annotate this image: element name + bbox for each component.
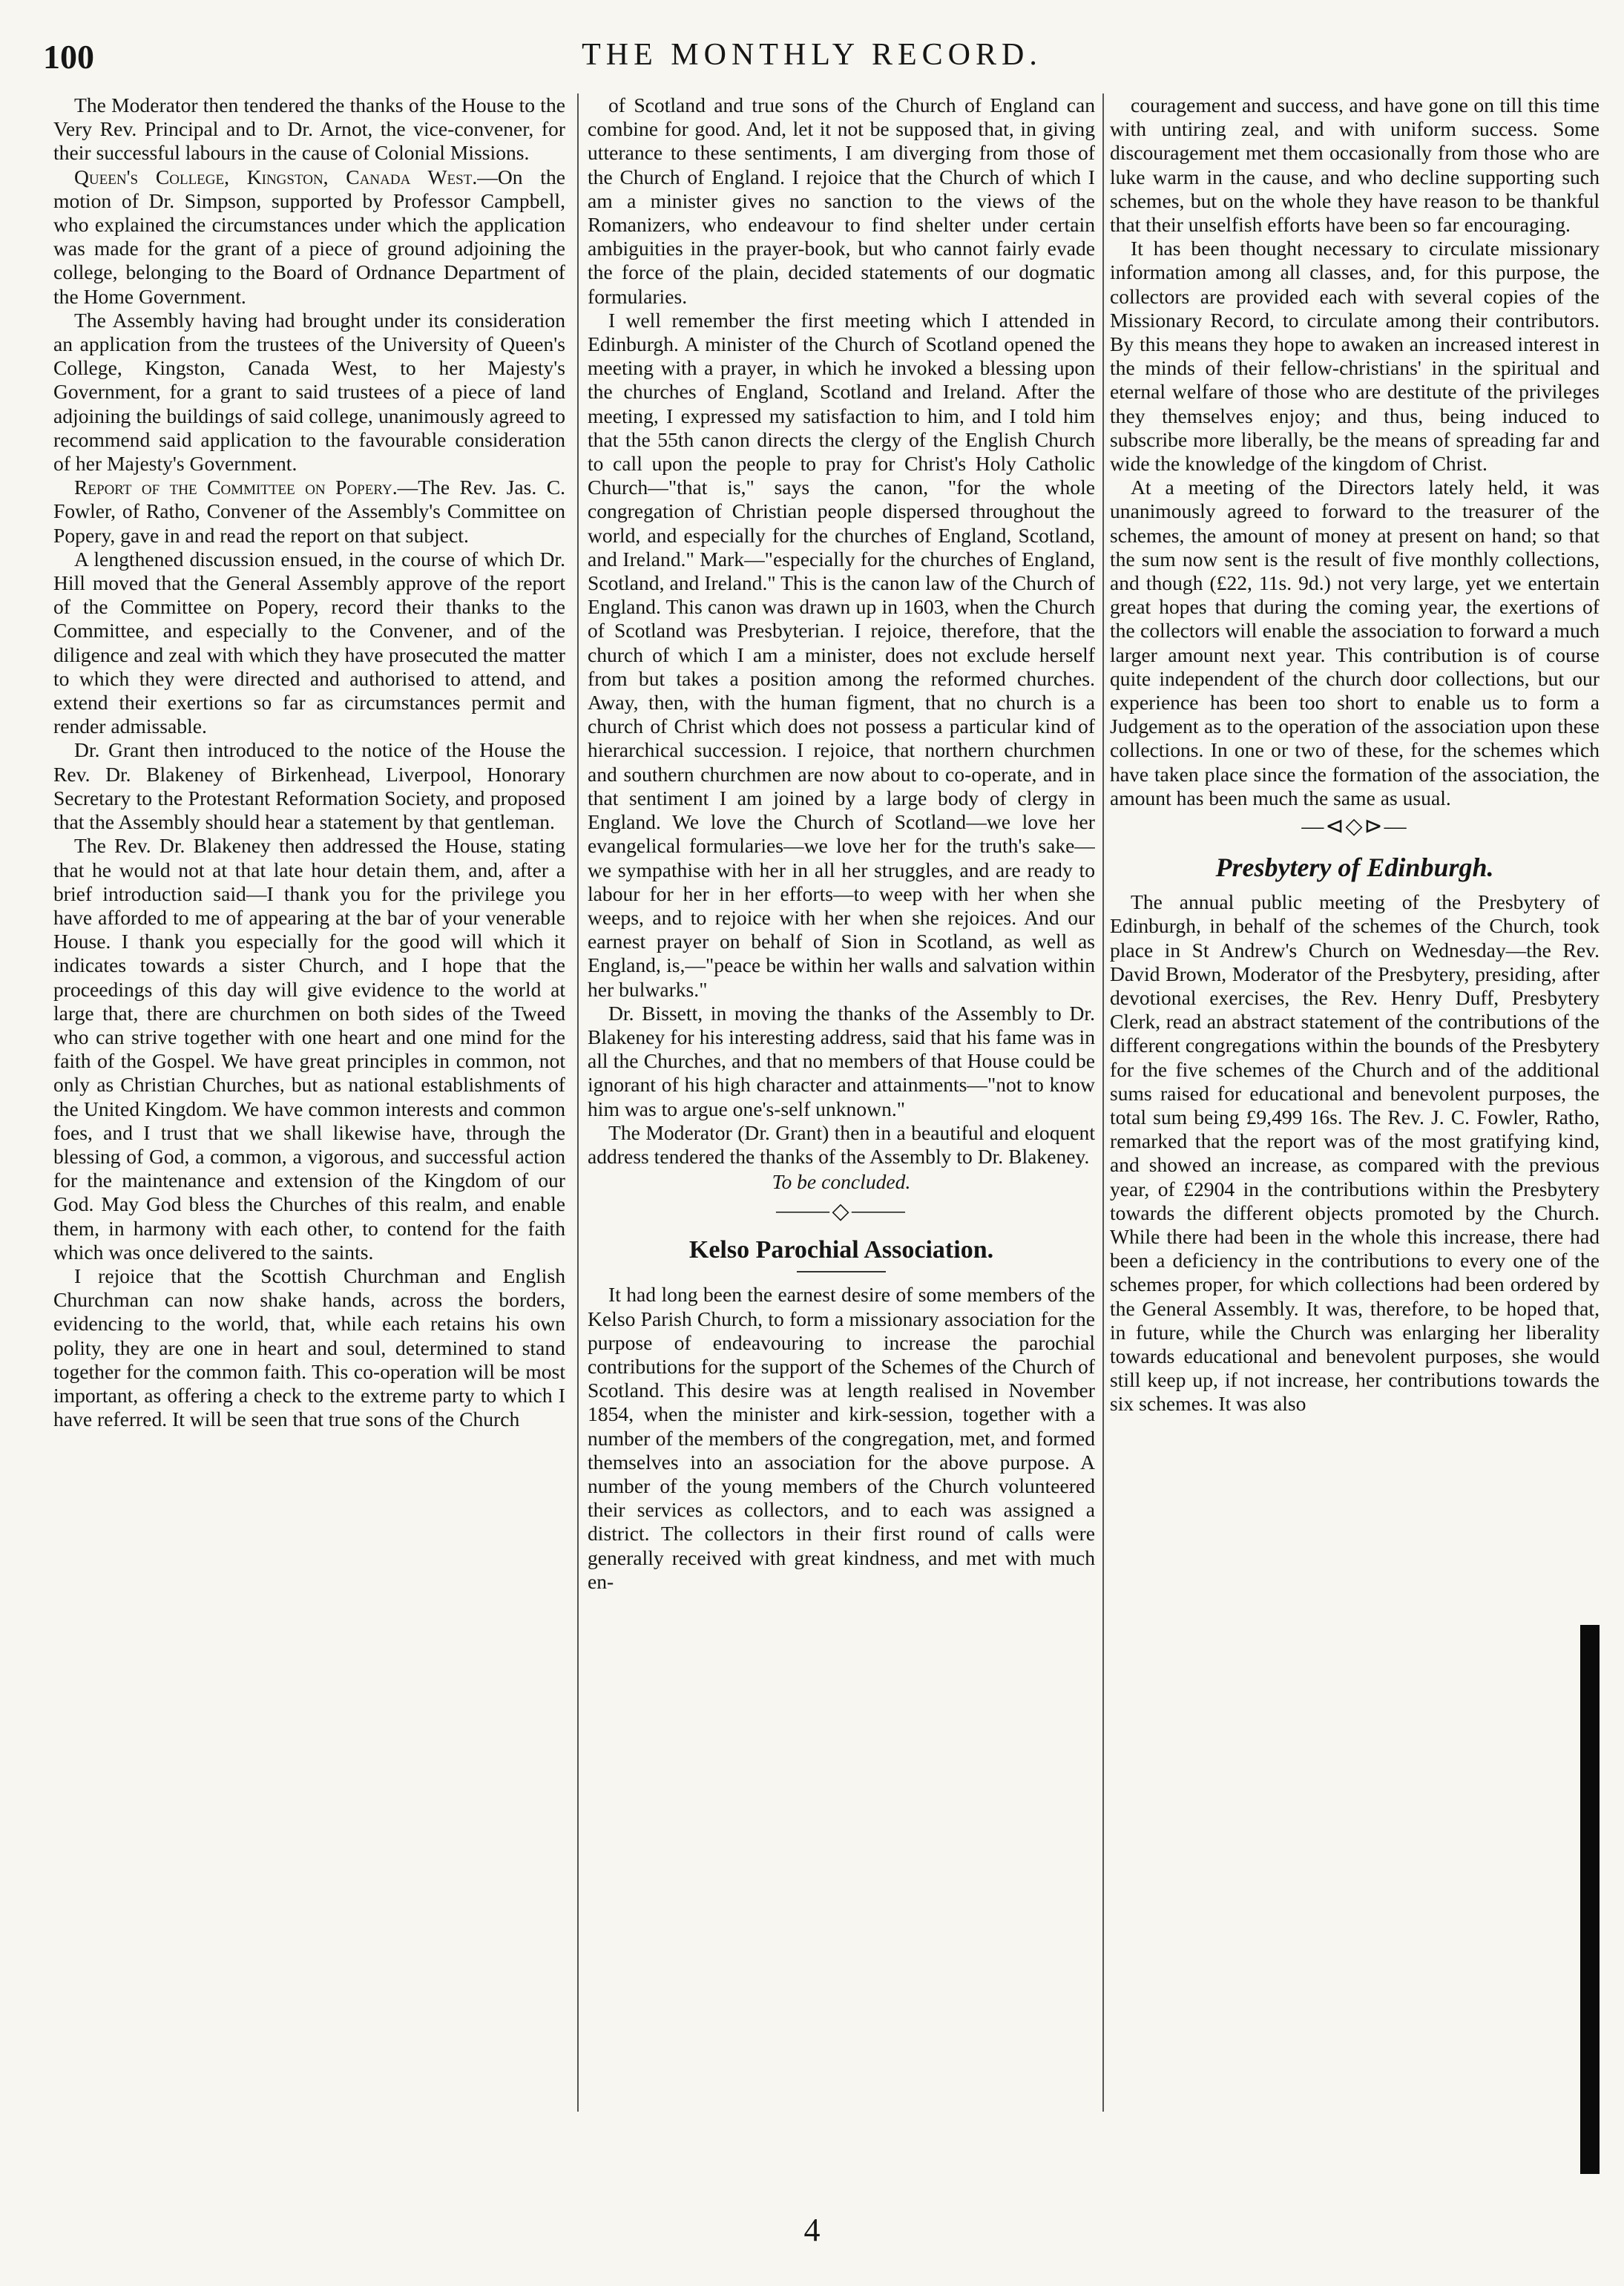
paragraph: The annual public meeting of the Presbytery of Edinburgh, in behalf of the schemes of the Church, took place in St Andrew's Church on Wednesday—the Rev. David Brown, Moderator of the Presbytery, presiding, after devotional exercises, the Rev. Henry Duff, Presbytery Clerk, read an abstract statement of the contributions of the different congregations within the bounds of the Presbytery for the five schemes of the Church and of the additional sums raised for educational and benevolent purposes, the total sum being £9,499 16s. The Rev. J. C. Fowler, Ratho, remarked that the report was of the most gratifying kind, and showed an increase, as compared with the previous year, of £2904 in the contributions within the Presbytery towards the different objects promoted by the Church. While there had been in the whole this increase, there had been a deficiency in the contributions to every one of the schemes proper, for which collections had been ordered by the General Assembly. It was, therefore, to be hoped that, in future, while the Church was enlarging her liberality towards educational and benevolent purposes, she would still keep up, if not increase, her contributions towards the six schemes. It was also (1110, 890, 1600, 1416)
column-rule (1102, 93, 1104, 2112)
paragraph-lead: Queen's College, Kingston, Canada West. (74, 165, 478, 188)
paragraph: Dr. Grant then introduced to the notice of the House the Rev. Dr. Blakeney of Birkenhead, Liverpool, Honorary Secretary to the Protestant Reformation Society, and proposed that the Assembly should hear a statement by that gentleman. (53, 738, 565, 834)
paragraph (53, 165, 565, 309)
printer-signature-mark: 4 (803, 2212, 821, 2248)
paragraph: couragement and success, and have gone on till this time with untiring zeal, and with uniform success. Some discouragement met them occasionally from those who are luke warm in the cause, and who decline supporting such schemes, but on the whole they have reason to be thankful that their unselfish efforts have been so far encouraging. (1110, 93, 1600, 237)
scan-edge-shadow (1580, 1625, 1600, 2174)
column-rule (577, 93, 579, 2112)
paragraph: of Scotland and true sons of the Church of England can combine for good. And, let it not be supposed that, in giving utterance to these sentiments, I am diverging from those of the Church of England. I rejoice that the Church of which I am a minister gives no sanction to the views of the Romanizers, who endeavour to find shelter under certain ambiguities in the prayer-book, but who cannot fairly evade the force of the plain, decided statements of our dogmatic formularies. (588, 93, 1095, 308)
heading-rule (797, 1271, 886, 1272)
paragraph: I rejoice that the Scottish Churchman and English Churchman can now shake hands, across the borders, evidencing to the world, that, while each retains his own polity, they are one in heart and soul, determined to stand together for the common faith. This co-operation will be most important, as offering a check to the extreme party to which I have referred. It will be seen that true sons of the Church (53, 1264, 565, 1431)
paragraph: At a meeting of the Directors lately held, it was unanimously agreed to forward to the treasurer of the schemes, the amount of money at present on hand; so that the sum now sent is the result of five monthly collections, and though (£22, 11s. 9d.) not very large, yet we entertain great hopes that during the coming year, the exertions of the collectors will enable the association to forward a much larger amount next year. This contribution is of course quite independent of the church door collections, but our experience has been too short to enable us to form a Judgement as to the operation of the association upon these collections. In one or two of these, for the schemes which have taken place since the formation of the association, the amount has been much the same as usual. (1110, 476, 1600, 809)
running-head-title: THE MONTHLY RECORD. (582, 38, 1042, 72)
section-ornament: ⸻◇⸻ (775, 1199, 908, 1224)
column-left (53, 93, 565, 2156)
paragraph: The Rev. Dr. Blakeney then addressed the House, stating that he would not at that late hour detain them, and, after a brief introduction said—I thank you for the privilege you have afforded to me of appearing at the bar of your venerable House. I thank you especially for the good will which it indicates towards a sister Church, and I hope that the proceedings of this day will give evidence to the world at large that, there are churchmen on both sides of the Tweed who can strive together with one heart and one mind for the faith of the Gospel. We have great principles in common, not only as Christian Churches, but as national establishments of the United Kingdom. We have common interests and common foes, and I trust that we shall likewise have, through the blessing of God, a common, a vigorous, and successful action for the maintenance and extension of the Kingdom of our God. May God bless the Churches of this realm, and enable them, in harmony with each other, to contend for the faith which was once delivered to the saints. (53, 834, 565, 1264)
paragraph: Dr. Bissett, in moving the thanks of the Assembly to Dr. Blakeney for his interesting address, said that his fame was in all the Churches, and that no members of that House could be ignorant of his high character and attainments—"not to know him was to argue one's-self unknown." (588, 1001, 1095, 1120)
paragraph (53, 476, 565, 548)
to-be-concluded-note: To be concluded. (772, 1170, 911, 1194)
paragraph-body: —The Rev. Jas. C. Fowler, of Ratho, Convener of the Assembly's Committee on Popery, gave in and read the report on that subject. (53, 476, 565, 547)
paragraph-lead: Report of the Committee on Popery. (74, 476, 398, 499)
paragraph: I well remember the first meeting which I attended in Edinburgh. A minister of the Church of Scotland opened the meeting with a prayer, in which he invoked a blessing upon the churches of England, Scotland and Ireland. After the meeting, I expressed my satisfaction to him, and I told him that the 55th canon directs the clergy of the English Church to call upon the people to pray for Christ's Holy Catholic Church—"that is," says the canon, "for the whole congregation of Christian people dispersed throughout the world, and especially for the churches of England, Scotland, and Ireland." Mark—"especially for the churches of England, Scotland, and Ireland." This is the canon law of the Church of England. This canon was drawn up in 1603, when the Church of Scotland was Presbyterian. I rejoice, therefore, that the church of which I am a minister, does not exclude herself from but takes a position among the reformed churches. Away, then, with the human figment, that no church is a church of Christ which does not possess a particular kind of hierarchical succession. I rejoice, that northern churchmen and southern churchmen are now about to co-operate, and in that sentiment I am joined by a large body of clergy in England. We love the Church of Scotland—we love her evangelical formularies—we love her for the truth's sake—we sympathise with her in all her struggles, and are ready to labour for her in her efforts—to weep with her when she weeps, and to rejoice with her when she rejoices. And our earnest prayer on behalf of Sion in Scotland, as well as England, is,—"peace be within her walls and salvation within her bulwarks." (588, 308, 1095, 1001)
paragraph: The Moderator (Dr. Grant) then in a beautiful and eloquent address tendered the thanks of the Assembly to Dr. Blakeney. (588, 1120, 1095, 1168)
column-right (1110, 93, 1600, 2156)
paragraph: It had long been the earnest desire of some members of the Kelso Parish Church, to form a missionary association for the purpose of endeavouring to increase the parochial contributions for the support of the Schemes of the Church of Scotland. This desire was at length realised in November 1854, when the minister and kirk-session, together with a number of the members of the congregation, met, and formed themselves into an association for the above purpose. A number of the young members of the Church volunteered their services as collectors, and to each was assigned a district. The collectors in their first round of calls were generally received with great kindness, and met with much en- (588, 1283, 1095, 1593)
section-ornament: —⊲◇⊳— (1301, 814, 1408, 839)
paragraph: The Assembly having had brought under its consideration an application from the trustees of the University of Queen's College, Kingston, Canada West, to her Majesty's Government, for a grant to said trustees of a piece of land adjoining the buildings of said college, unanimously agreed to recommend said application to the favourable consideration of her Majesty's Government. (53, 308, 565, 476)
column-middle (588, 93, 1095, 2156)
section-heading-kelso: Kelso Parochial Association. (688, 1236, 994, 1264)
paragraph: A lengthened discussion ensued, in the course of which Dr. Hill moved that the General Assembly approve of the report of the Committee on Popery, record their thanks to the Committee, and especially to the Convener, and of the diligence and zeal with which they have prosecuted the matter to which they were directed and authorised to attend, and extend their exertions so far as circumstances permit and render admissable. (53, 547, 565, 738)
section-heading-presbytery: Presbytery of Edinburgh. (1215, 853, 1494, 883)
paragraph: The Moderator then tendered the thanks of the House to the Very Rev. Principal and to Dr. Arnot, the vice-convener, for their successful labours in the cause of Colonial Missions. (53, 93, 565, 165)
paragraph: It has been thought necessary to circulate missionary information among all classes, and, for this purpose, the collectors are provided each with several copies of the Missionary Record, to circulate among their contributors. By this means they hope to awaken an increased interest in the minds of their fellow-christians' in the spiritual and eternal welfare of those who are destitute of the privileges they themselves enjoy; and thus, being induced to subscribe more liberally, be the means of spreading far and wide the knowledge of the kingdom of Christ. (1110, 237, 1600, 476)
page-number: 100 (43, 38, 94, 76)
paragraph-body: —On the motion of Dr. Simpson, supported by Professor Campbell, who explained the circumstances under which the application was made for the grant of a piece of ground adjoining the college, belonging to the Board of Ordnance Department of the Home Government. (53, 165, 565, 308)
